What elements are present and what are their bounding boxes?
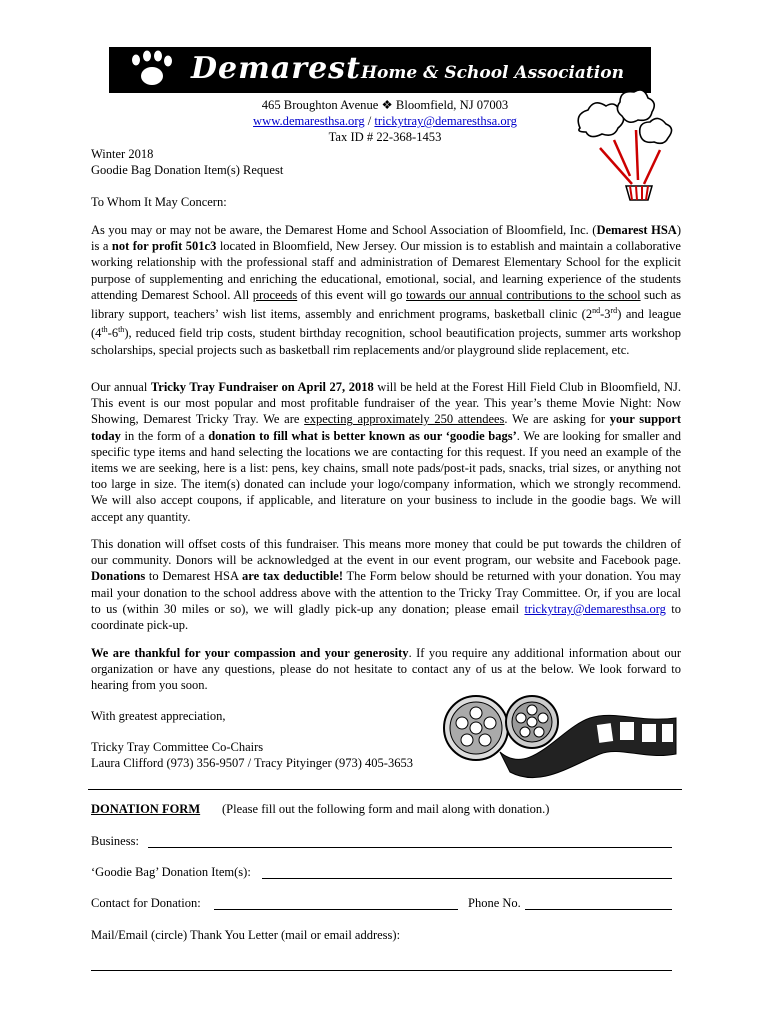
contact-label: Contact for Donation:	[91, 896, 201, 910]
p2-text-a: Our annual	[91, 380, 151, 394]
address-field[interactable]	[91, 970, 672, 971]
hsa-logo-banner	[109, 47, 651, 93]
p3-text-a: This donation will offset costs of this fundraiser. This means more money that could be put towards the children of our community. Donors will be acknowledged at the event in our event program, our website and Facebook page.	[91, 537, 681, 568]
p2-attendees: expecting approximately 250 attendees	[304, 412, 505, 427]
phone-label: Phone No.	[468, 896, 521, 910]
p1-sup-nd: nd	[592, 306, 601, 316]
p4-text-b: . If you require any additional information about our organization or have any questions, please do not hesitate to contact any of us at the below. We look forward to hearing from you soon.	[91, 646, 681, 693]
org-name-logo: Demarest	[191, 51, 361, 86]
p1-text-g: of this event will go	[297, 287, 407, 302]
paragraph-mission	[91, 222, 681, 358]
org-address: 465 Broughton Avenue ❖ Bloomfield, NJ 07003	[261, 98, 509, 112]
p2-event-name: Tricky Tray Fundraiser on April 27, 2018	[150, 380, 374, 394]
letter-contacts: Laura Clifford (973) 356-9507 / Tracy Pityinger (973) 405-3653	[91, 756, 413, 770]
business-field[interactable]	[148, 847, 672, 848]
p1-text-a: As you may or may not be aware, the Demarest Home and School Association of Bloomfield, Inc. (	[91, 223, 597, 237]
link-separator: /	[364, 114, 375, 128]
phone-field[interactable]	[525, 909, 672, 910]
letter-season: Winter 2018	[91, 147, 154, 161]
p1-contributions: towards our annual contributions to the school	[406, 287, 641, 302]
p1-text-k: -3	[600, 307, 611, 322]
p2-text-e: . We are asking for	[504, 412, 610, 427]
p1-org-abbrev: Demarest HSA	[596, 223, 677, 237]
p1-sup-rd: rd	[610, 306, 618, 316]
paragraph-fundraiser	[91, 379, 681, 525]
letter-subject: Goodie Bag Donation Item(s) Request	[91, 163, 284, 177]
p4-thankful: We are thankful for your compassion and your generosity	[91, 646, 409, 660]
p3-text-g: to coordinate pick-up.	[91, 601, 681, 633]
p1-text-i: such as library support, teachers’ wish list items, assembly and enrichment programs, basketball clinic (2	[91, 287, 682, 322]
film-reel-illustration	[440, 688, 680, 788]
p1-proceeds: proceeds	[252, 287, 298, 302]
p3-text-e: The Form below should be returned with your donation. You may mail your donation to the school address above with the attention to the Tricky Tray Committee. Or, if you are local to us (within 30 miles or so), we will gladly pick-up any donation; please email	[91, 569, 681, 616]
website-link[interactable]: www.demaresthsa.org	[253, 114, 365, 128]
tax-id: Tax ID # 22-368-1453	[328, 130, 442, 144]
thank-you-letter-label: Mail/Email (circle) Thank You Letter (mail or email address):	[91, 928, 401, 942]
letter-salutation: To Whom It May Concern:	[91, 195, 227, 209]
p3-donations: Donations	[91, 569, 146, 584]
letter-closing: With greatest appreciation,	[91, 709, 226, 723]
business-label: Business:	[91, 834, 139, 848]
p2-support-today: your support today	[91, 412, 681, 443]
form-divider	[88, 789, 682, 790]
p1-text-q: ), reduced field trip costs, student birthday recognition, school beautification projects, summer arts workshop scholarships, special projects such as basketball rim replacements and/or playground slide replacement, etc.	[91, 326, 681, 357]
contact-field[interactable]	[214, 909, 458, 910]
p1-nonprofit-status: not for profit 501c3	[111, 239, 217, 254]
p1-text-o: -6	[107, 326, 119, 341]
p2-text-i: . We are looking for smaller and specific type items and hand selecting the locations we are contacting for this request. If you need an example of the items we are seeking, here is a list: pens, key chains, small note pads/post-it pads, snacks, trial sizes, or anything not too large in size. The item(s) donated can include your logo/company information, which we strongly recommend. We will also accept coupons, if applicable, and literature on your business to include in the goodie bags. We will accept any quantity.	[91, 428, 681, 524]
email-link[interactable]: trickytray@demaresthsa.org	[374, 114, 517, 128]
p3-email-link[interactable]: trickytray@demaresthsa.org	[524, 601, 666, 616]
p1-sup-th-2: th	[118, 325, 125, 335]
org-subtitle-logo: Home & School Association	[361, 63, 624, 83]
paw-print-icon	[123, 50, 179, 90]
donation-form-title: DONATION FORM	[91, 802, 201, 816]
letter-signers: Tricky Tray Committee Co-Chairs	[91, 740, 264, 754]
p1-text-c: ) is a	[91, 223, 681, 254]
p2-goodie-bags: donation to fill what is better known as our ‘goodie bags’	[208, 428, 517, 443]
p3-tax-deductible: are tax deductible!	[242, 569, 344, 584]
p1-text-m: ) and league (4	[91, 307, 681, 341]
paragraph-thanks	[91, 645, 681, 694]
p1-sup-th-1: th	[101, 325, 108, 335]
donation-item-label: ‘Goodie Bag’ Donation Item(s):	[91, 865, 251, 879]
p3-text-c: to Demarest HSA	[145, 569, 243, 584]
paragraph-donation	[91, 536, 681, 633]
p1-text-e: located in Bloomfield, New Jersey. Our mission is to establish and maintain a collaborative working relationship with the professional staff and administration of Demarest Elementary School for the explicit purpose of supplementing and enriching the educational, emotional, social, and learning experience of the students attending Demarest School. All	[91, 239, 681, 302]
p2-text-c: will be held at the Forest Hill Field Club in Bloomfield, NJ. This event is our most popular and most profitable fundraiser of the year. This year’s theme Movie Night: Now Showing, Demarest Tricky Tray. We are	[91, 380, 681, 427]
p2-text-g: in the form of a	[120, 428, 209, 443]
form-instructions: (Please fill out the following form and mail along with donation.)	[222, 802, 550, 816]
donation-item-field[interactable]	[262, 878, 672, 879]
